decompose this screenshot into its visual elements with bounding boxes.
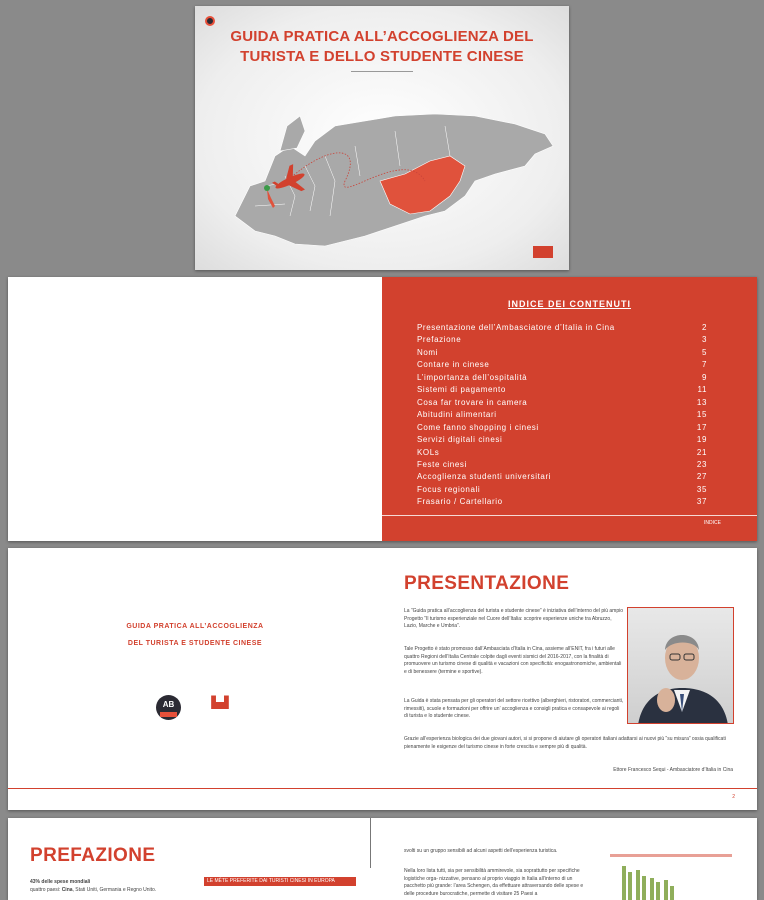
cover-title-line2: TURISTA E DELLO STUDENTE CINESE bbox=[240, 48, 524, 65]
toc-entry[interactable] bbox=[417, 472, 707, 485]
footer-rule bbox=[8, 788, 757, 789]
cover-page bbox=[195, 6, 569, 270]
toc-entry-label: Accoglienza studenti universitari bbox=[417, 472, 552, 482]
ambassador-portrait bbox=[627, 607, 734, 724]
toc-entry-page: 35 bbox=[696, 484, 707, 494]
toc-entry-label: Cosa far trovare in camera bbox=[417, 397, 528, 407]
map-caption: LE MÈTE PREFERITE DAI TURISTI CINESI IN EUROPA bbox=[204, 877, 356, 886]
toc-entry-page: 17 bbox=[696, 422, 707, 432]
mini-bar-chart bbox=[608, 852, 734, 900]
prefazione-lead: 43% delle spese mondiali quattro paesi: Cina, Stati Uniti, Germania e Regno Unito. bbox=[30, 879, 157, 893]
toc-entry[interactable] bbox=[417, 373, 707, 386]
toc-entry-label: KOLs bbox=[417, 447, 440, 457]
eurasia-map bbox=[195, 86, 569, 270]
toc-entry-label: Focus regionali bbox=[417, 484, 481, 494]
partner-logo-icon: ▙▟ bbox=[211, 697, 229, 709]
page-number: 2 bbox=[732, 794, 735, 800]
index-title: INDICE DEI CONTENUTI bbox=[507, 299, 631, 309]
toc-entry-page: 13 bbox=[696, 397, 707, 407]
toc-entry-label: Servizi digitali cinesi bbox=[417, 435, 503, 445]
left-title-line1: GUIDA PRATICA ALL’ACCOGLIENZA bbox=[126, 623, 264, 630]
toc-entry-label: Contare in cinese bbox=[417, 360, 490, 370]
toc-entry-page: 3 bbox=[701, 335, 707, 345]
toc-entry-label: Feste cinesi bbox=[417, 459, 467, 469]
signature: Ettore Francesco Sequi - Ambasciatore d’Italia in Cina bbox=[613, 767, 733, 773]
prefazione-title: PREFAZIONE bbox=[30, 845, 156, 866]
toc-entry-page: 27 bbox=[696, 472, 707, 482]
presentazione-spread bbox=[8, 548, 757, 810]
toc-entry[interactable] bbox=[417, 398, 707, 411]
toc-entry-page: 7 bbox=[701, 360, 707, 370]
toc-entry[interactable] bbox=[417, 460, 707, 473]
toc-entry-label: Sistemi di pagamento bbox=[417, 385, 506, 395]
toc-entry[interactable] bbox=[417, 410, 707, 423]
toc-entry[interactable] bbox=[417, 448, 707, 461]
toc-entry-page: 5 bbox=[701, 347, 707, 357]
prefazione-right-text: Nella loro lista tutti, sia per sensibilità ammirevole, sia soprattutto per specifiche logistiche orga- nizzative, pensano al proprio viaggio in Italia all’interno di un pacchetto più grande: l’area Schengen, da effettuare attraversando delle spese e delle procedure burocratiche, permette di visitare 25 Paesi a bbox=[404, 868, 584, 897]
pres-paragraph: Tale Progetto è stato promosso dall’Ambasciata d’Italia in Cina, assieme all’ENIT, fra i futuri alle quattro Regioni dell’Italia Centrale colpite dagli eventi sismici del 2016-2017, con la finalità di promuovere un turismo cinese di qualità e vacazioni con specificità: enogastronomiche, ambientali e di benessere (termine e sportive). bbox=[404, 646, 622, 675]
toc-entry-label: Abitudini alimentari bbox=[417, 410, 497, 420]
toc-entry-page: 15 bbox=[696, 410, 707, 420]
column-divider bbox=[370, 818, 371, 868]
toc-entry[interactable] bbox=[417, 423, 707, 436]
brand-logo-icon bbox=[533, 246, 553, 258]
toc-entry[interactable] bbox=[417, 385, 707, 398]
toc-entry-label: Prefazione bbox=[417, 335, 462, 345]
toc-entry-page: 19 bbox=[696, 435, 707, 445]
presentazione-title: PRESENTAZIONE bbox=[404, 573, 570, 594]
toc-entry[interactable] bbox=[417, 348, 707, 361]
index-spread bbox=[8, 277, 757, 541]
toc-entry-page: 23 bbox=[696, 459, 707, 469]
toc-entry[interactable] bbox=[417, 323, 707, 336]
prefazione-spread bbox=[8, 818, 757, 900]
toc-entry-page: 2 bbox=[701, 323, 707, 332]
cover-divider bbox=[351, 71, 413, 72]
index-divider bbox=[382, 515, 757, 516]
toc-entry-page: 9 bbox=[701, 372, 707, 382]
toc-entry[interactable] bbox=[417, 435, 707, 448]
index-footer-label: INDICE bbox=[704, 520, 721, 526]
toc-entry[interactable] bbox=[417, 360, 707, 373]
toc-entry-label: Frasario / Cartellario bbox=[417, 497, 503, 507]
toc-entry[interactable] bbox=[417, 335, 707, 348]
logo-icon bbox=[205, 16, 215, 26]
toc-entry-page: 37 bbox=[696, 497, 707, 507]
pres-paragraph: La “Guida pratica all’accoglienza del turista e studente cinese” è iniziativa dell’interno del più ampio Progetto “Il turismo esperienziale nel Cuore dell’Italia: scoprire esperienze uniche tra Abruzzo, Lazio, Marche e Umbria”. bbox=[404, 608, 624, 629]
cover-title-line1: GUIDA PRATICA ALL’ACCOGLIENZA DEL bbox=[230, 28, 534, 45]
toc-entry-label: Come fanno shopping i cinesi bbox=[417, 422, 539, 432]
pres-paragraph: Grazie all’esperienza biologica dei due giovani autori, si si propone di aiutare gli operatori italiani adattarsi ai nuovi più “su misura” ossia qualificati pienamente le esigenze del turismo cinese in forte crescita e sempre più di qualità. bbox=[404, 736, 726, 750]
toc-entry[interactable] bbox=[417, 497, 707, 510]
prefazione-right-text: svolti su un gruppo sensibili ad alcuni aspetti dell’esperienza turistica. bbox=[404, 848, 558, 854]
toc-entry-page: 21 bbox=[696, 447, 707, 457]
index-panel bbox=[382, 277, 757, 541]
toc-entry-page: 11 bbox=[697, 385, 707, 395]
toc-entry-label: L’importanza dell’ospitalità bbox=[417, 372, 528, 382]
toc-entry-label: Presentazione dell’Ambasciatore d’Italia in Cina bbox=[417, 323, 615, 332]
toc-entry[interactable] bbox=[417, 485, 707, 498]
pres-paragraph: La Guida è stata pensata per gli operatori del settore ricettivo (alberghieri, ristoratori, commercianti, rimessiti), scuole e formazioni per offrire un’ accoglienza e consigli pratica e consapevole ai regoli di turista e lo studente cinese. bbox=[404, 698, 624, 719]
left-title-line2: DEL TURISTA E STUDENTE CINESE bbox=[127, 640, 263, 647]
toc-entry-label: Nomi bbox=[417, 347, 439, 357]
ab-logo-icon: AB bbox=[156, 695, 181, 720]
